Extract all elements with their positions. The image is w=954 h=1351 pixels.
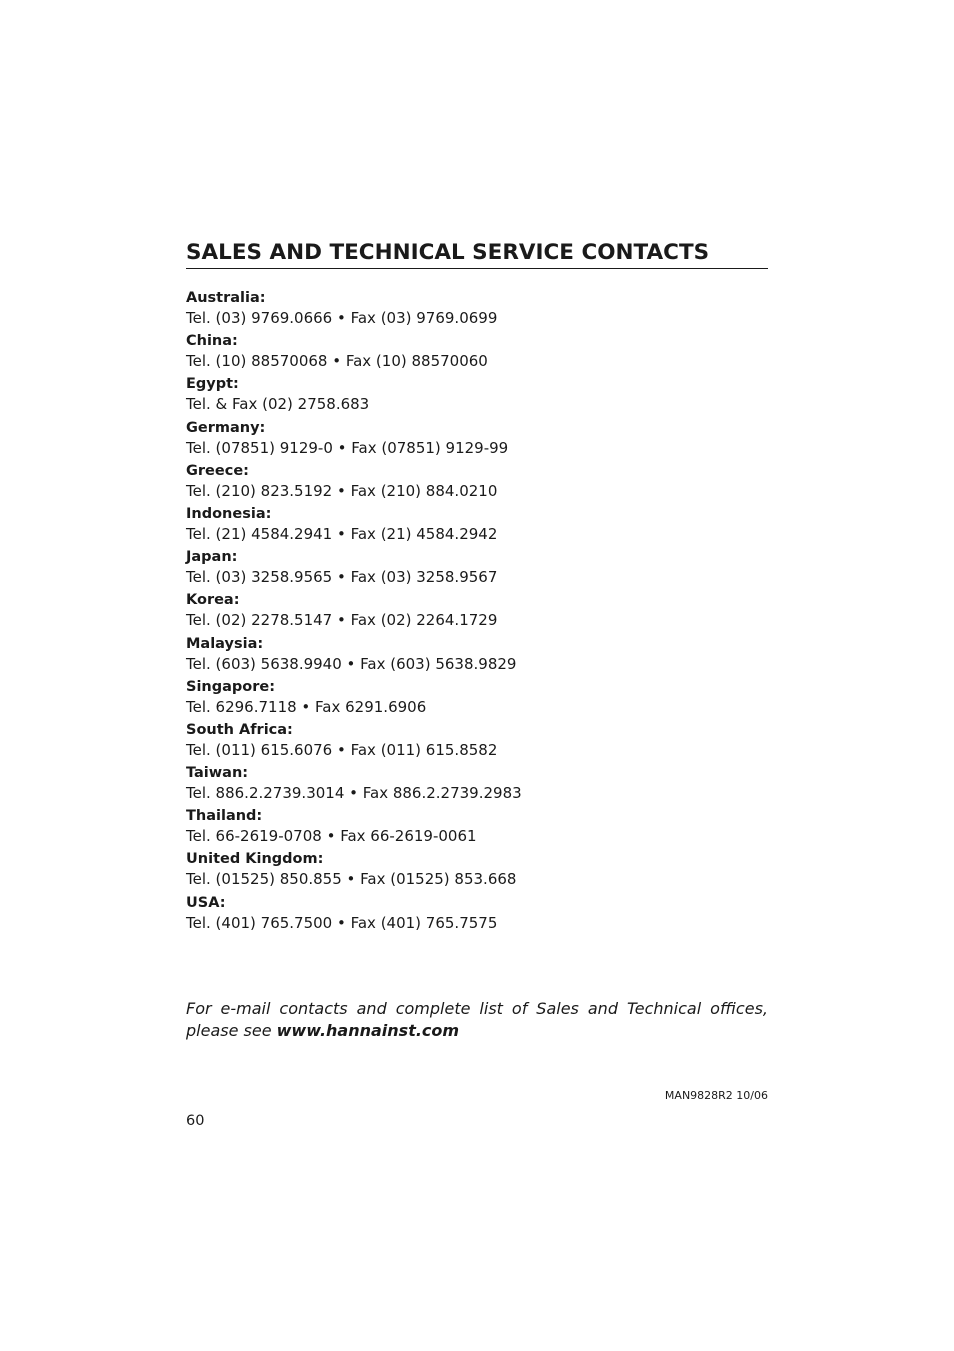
contact-list [186,289,768,937]
country-name: China: [186,333,238,350]
country-name: Korea: [186,592,240,609]
country-name: Thailand: [186,808,263,825]
contact-numbers: Tel. (401) 765.7500 • Fax (401) 765.7575 [186,913,498,932]
contact-numbers: Tel. (21) 4584.2941 • Fax (21) 4584.2942 [186,524,498,543]
contact-numbers: Tel. (10) 88570068 • Fax (10) 88570060 [186,352,488,371]
contact-entry [186,462,768,505]
document-code: MAN9828R2 10/06 [664,1089,768,1102]
contact-entry [186,375,768,418]
contact-entry [186,635,768,678]
contact-numbers: Tel. (03) 9769.0666 • Fax (03) 9769.0699 [186,309,498,327]
note-text: For e-mail contacts and complete list of Sales and Technical offices, please see [186,999,768,1040]
contact-numbers: Tel. (603) 5638.9940 • Fax (603) 5638.9829 [186,654,517,673]
contact-numbers: Tel. (02) 2278.5147 • Fax (02) 2264.1729 [186,611,498,630]
country-name: United Kingdom: [186,851,324,868]
country-name: South Africa: [186,721,293,738]
contact-entry [186,764,768,807]
contact-numbers: Tel. & Fax (02) 2758.683 [186,395,370,414]
country-name: Egypt: [186,376,239,393]
contact-entry [186,332,768,375]
title-divider [186,268,768,269]
contact-entry [186,850,768,893]
country-name: USA: [186,894,226,911]
country-name: Japan: [186,549,238,566]
contact-entry [186,894,768,937]
contact-entry [186,505,768,548]
contacts-section [186,238,768,937]
contact-numbers: Tel. (01525) 850.855 • Fax (01525) 853.668 [186,870,517,889]
contact-numbers: Tel. 6296.7118 • Fax 6291.6906 [186,697,427,716]
contact-numbers: Tel. 886.2.2739.3014 • Fax 886.2.2739.2983 [186,784,522,803]
contact-numbers: Tel. (03) 3258.9565 • Fax (03) 3258.9567 [186,568,498,587]
page-number: 60 [186,1113,205,1129]
country-name: Malaysia: [186,635,264,652]
offices-note [186,998,768,1042]
contact-numbers: Tel. (07851) 9129-0 • Fax (07851) 9129-99 [186,438,509,457]
contact-numbers: Tel. 66-2619-0708 • Fax 66-2619-0061 [186,827,477,846]
country-name: Germany: [186,419,266,436]
country-name: Greece: [186,462,249,479]
contact-entry [186,807,768,850]
contact-entry [186,289,768,332]
country-name: Taiwan: [186,765,249,782]
website-link[interactable]: www.hannainst.com [276,1021,460,1040]
contact-entry [186,548,768,591]
page-title: SALES AND TECHNICAL SERVICE CONTACTS [186,240,710,265]
contact-entry [186,419,768,462]
contact-entry [186,591,768,634]
contact-entry [186,721,768,764]
contact-numbers: Tel. (011) 615.6076 • Fax (011) 615.8582 [186,740,498,759]
country-name: Australia: [186,290,266,306]
country-name: Indonesia: [186,505,272,522]
contact-numbers: Tel. (210) 823.5192 • Fax (210) 884.0210 [186,481,498,500]
contact-entry [186,678,768,721]
country-name: Singapore: [186,678,276,695]
